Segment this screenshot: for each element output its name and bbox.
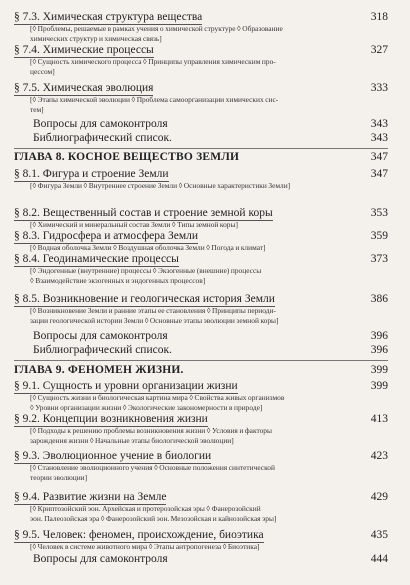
page-number: 413 bbox=[370, 413, 388, 425]
toc-entry-title: Вопросы для самоконтроля bbox=[33, 330, 168, 342]
page-number: 435 bbox=[370, 529, 388, 541]
toc-entry-title: Вопросы для самоконтроля bbox=[33, 118, 168, 130]
page-number: 343 bbox=[370, 118, 388, 130]
toc-entry-title: Вопросы для самоконтроля bbox=[33, 553, 168, 565]
toc-entry-title: § 7.5. Химическая эволюция bbox=[14, 82, 154, 94]
toc-entry-title: Библиографический список. bbox=[33, 132, 172, 144]
toc-entry-subtopics: [◊ Этапы химической эволюции ◊ Проблема самоорганизации химических сис- тем] bbox=[30, 95, 279, 114]
toc-entry-title: § 9.2. Концепции возникновения жизни bbox=[14, 413, 208, 425]
chapter-title: ГЛАВА 9. ФЕНОМЕН ЖИЗНИ. bbox=[14, 364, 184, 376]
page-number: 396 bbox=[370, 330, 388, 342]
toc-entry-title: § 9.3. Эволюционное учение в биологии bbox=[14, 450, 212, 462]
toc-entry-subtopics: [◊ Подходы к решению проблемы возникновения жизни ◊ Условия и факторы зарождения жизни ◊ Начальные этапы биологической эволюции] bbox=[30, 426, 272, 445]
toc-entry-subtopics: [◊ Становление эволюционного учения ◊ Основные положения синтетической теории эволюции] bbox=[30, 463, 275, 482]
toc-entry-subtopics: [◊ Сущность химического процесса ◊ Принципы управления химическим про- цессом] bbox=[30, 57, 276, 76]
page-number: 399 bbox=[370, 380, 388, 392]
page-number: 347 bbox=[370, 168, 388, 180]
page-number: 343 bbox=[370, 132, 388, 144]
page-number: 327 bbox=[370, 44, 388, 56]
divider bbox=[14, 360, 388, 361]
toc-entry-subtopics: [◊ Криптозойский эон. Архейская и протерозойская эры ◊ Фанерозойский эон. Палеозойская эра ◊ Фанерозойский эон. Мезозойская и кайнозойская эры] bbox=[30, 504, 277, 523]
toc-entry-title: § 8.1. Фигура и строение Земли bbox=[14, 168, 169, 180]
toc-entry-title: § 8.2. Вещественный состав и строение земной коры bbox=[14, 207, 273, 219]
page-number: 423 bbox=[370, 450, 388, 462]
toc-entry-title: § 8.5. Возникновение и геологическая история Земли bbox=[14, 293, 275, 305]
page-number: 353 bbox=[370, 207, 388, 219]
chapter-title: ГЛАВА 8. КОСНОЕ ВЕЩЕСТВО ЗЕМЛИ bbox=[14, 151, 240, 163]
toc-entry-subtopics: [◊ Водная оболочка Земли ◊ Воздушная оболочка Земли ◊ Погода и климат] bbox=[30, 243, 266, 252]
toc-entry-title: Библиографический список. bbox=[33, 344, 172, 356]
toc-entry-title: § 7.3. Химическая структура вещества bbox=[14, 11, 203, 23]
page-number: 347 bbox=[370, 151, 388, 163]
page-number: 429 bbox=[370, 491, 388, 503]
toc-entry-subtopics: [◊ Химический и минеральный состав Земли ◊ Типы земной коры] bbox=[30, 220, 238, 229]
toc-entry-subtopics: [◊ Фигура Земли ◊ Внутреннее строение Земли ◊ Основные характеристики Земли] bbox=[30, 181, 291, 190]
toc-entry-subtopics: [◊ Человек в системе животного мира ◊ Этапы антропогенеза ◊ Биоэтика] bbox=[30, 542, 260, 551]
toc-entry-subtopics: [◊ Возникновение Земли и ранние этапы ее становления ◊ Принципы периоди- зации геологической истории Земли ◊ Основные этапы эволюции земной коры] bbox=[30, 306, 279, 325]
toc-entry-title: § 8.4. Геодинамические процессы bbox=[14, 253, 179, 265]
toc-entry-subtopics: [◊ Проблемы, решаемые в рамках учения о химической структуре ◊ Образование химических структур и химическая связь] bbox=[30, 24, 283, 43]
page-number: 399 bbox=[370, 364, 388, 376]
page-number: 318 bbox=[370, 11, 388, 23]
page-number: 444 bbox=[370, 553, 388, 565]
toc-entry-subtopics: [◊ Эндогенные (внутренние) процессы ◊ Экзогенные (внешние) процессы ◊ Взаимодействие экзогенных и эндогенных процессов] bbox=[30, 266, 262, 285]
toc-entry-title: § 9.4. Развитие жизни на Земле bbox=[14, 491, 167, 503]
page-number: 396 bbox=[370, 344, 388, 356]
toc-entry-title: § 8.3. Гидросфера и атмосфера Земли bbox=[14, 230, 199, 242]
toc-entry-title: § 9.1. Сущность и уровни организации жизни bbox=[14, 380, 238, 392]
toc-entry-subtopics: [◊ Сущность жизни и биологическая картина мира ◊ Свойства живых организмов ◊ Уровни организации жизни ◊ Экологические закономерности в природе] bbox=[30, 393, 285, 412]
page-number: 359 bbox=[370, 230, 388, 242]
divider bbox=[14, 148, 388, 149]
page-number: 386 bbox=[370, 293, 388, 305]
page-number: 333 bbox=[370, 82, 388, 94]
page-number: 373 bbox=[370, 253, 388, 265]
toc-entry-title: § 7.4. Химические процессы bbox=[14, 44, 154, 56]
toc-entry-title: § 9.5. Человек: феномен, происхождение, биоэтика bbox=[14, 529, 264, 541]
